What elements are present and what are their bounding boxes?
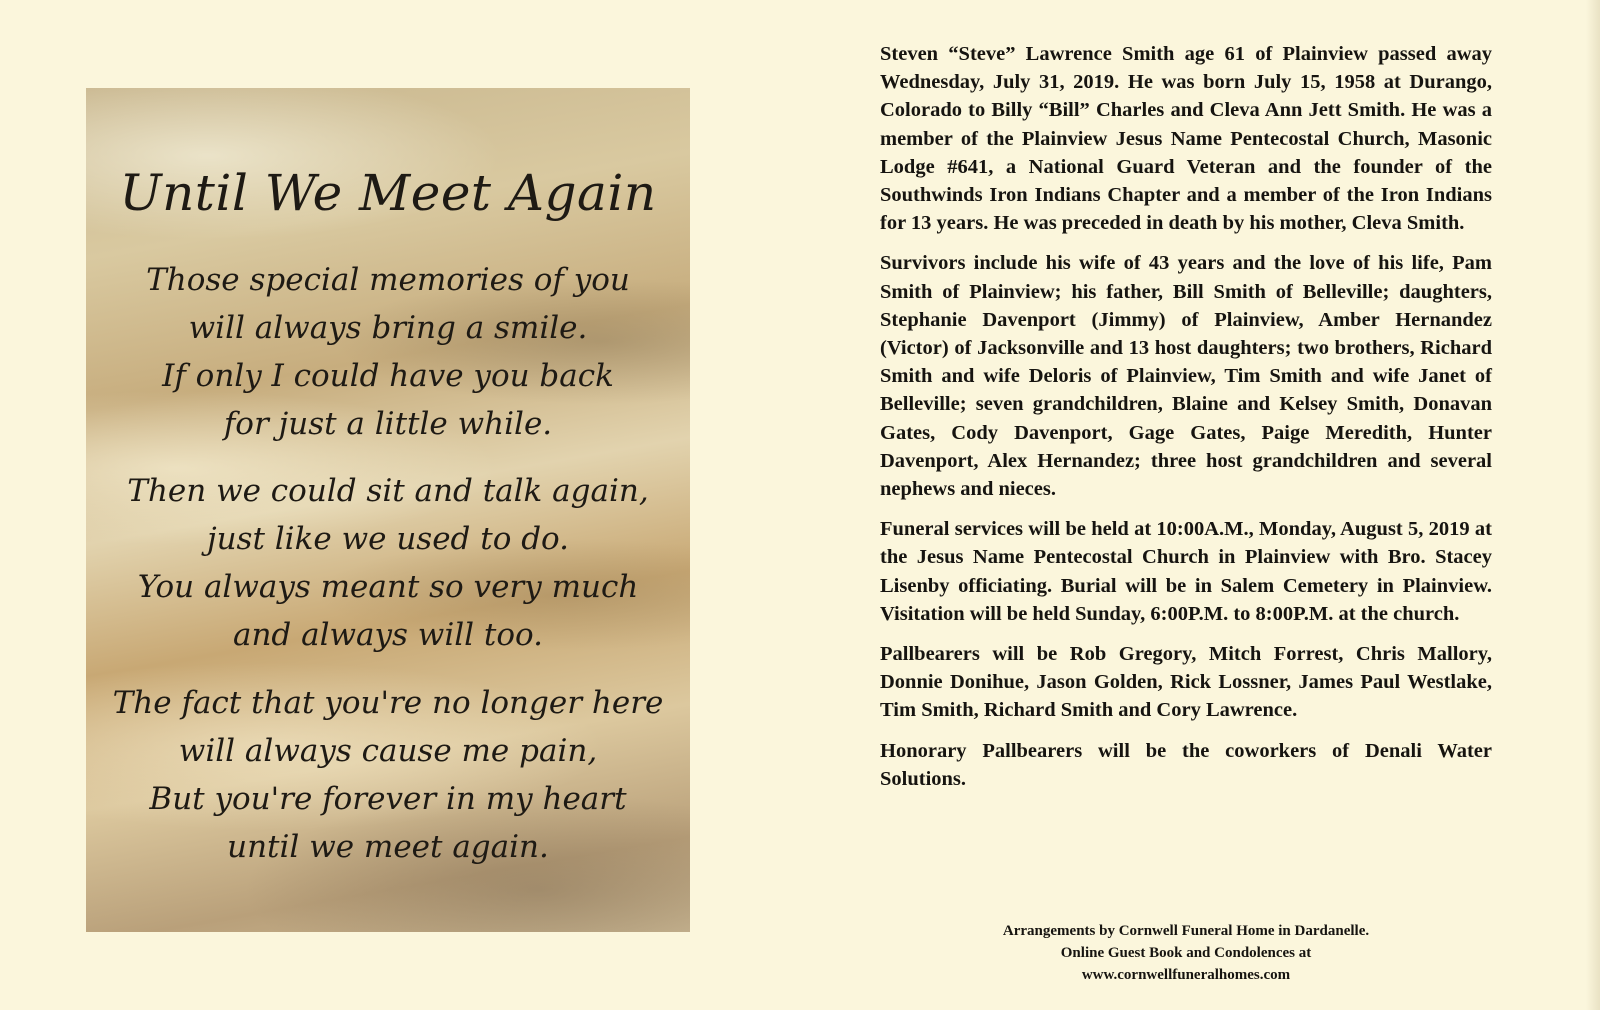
- poem-line: You always meant so very much: [137, 569, 639, 605]
- obituary-paragraph-survivors: Survivors include his wife of 43 years and the love of his life, Pam Smith of Plainview; his father, Bill Smith of Belleville; daughters, Stephanie Davenport (Jimmy) of Plainview, Amber Hernandez (Victor) of Jacksonville and 13 host daughters; two brothers, Richard Smith and wife Deloris of Plainview, Tim Smith and wife Janet of Belleville; seven grandchildren, Blaine and Kelsey Smith, Donavan Gates, Cody Davenport, Gage Gates, Paige Meredith, Hunter Davenport, Alex Hernandez; three host grandchildren and several nephews and nieces.: [880, 252, 1492, 501]
- poem-title: Until We Meet Again: [119, 164, 657, 222]
- poem-line: Those special memories of you: [146, 262, 630, 298]
- footer-line: Online Guest Book and Condolences at: [1060, 945, 1312, 961]
- poem-line: just like we used to do.: [206, 521, 570, 557]
- obituary-paragraph-services: Funeral services will be held at 10:00A.M., Monday, August 5, 2019 at the Jesus Name Pentecostal Church in Plainview with Bro. Stacey Lisenby officiating. Burial will be in Salem Cemetery in Plainview. Visitation will be held Sunday, 6:00P.M. to 8:00P.M. at the church.: [880, 518, 1492, 625]
- poem-line: The fact that you're no longer here: [112, 685, 664, 721]
- footer-website: www.cornwellfuneralhomes.com: [1081, 967, 1291, 983]
- poem-stanza-3: [86, 679, 690, 871]
- obituary-text: [880, 40, 1492, 805]
- poem-card: [86, 88, 690, 932]
- poem-line: But you're forever in my heart: [149, 781, 627, 817]
- poem-line: and always will too.: [232, 617, 544, 653]
- obituary-paragraph-honorary-pallbearers: Honorary Pallbearers will be the coworkers of Denali Water Solutions.: [880, 739, 1492, 790]
- poem-stanza-2: [86, 467, 690, 659]
- footer-line: Arrangements by Cornwell Funeral Home in Dardanelle.: [1002, 923, 1370, 939]
- obituary-paragraph-biography: Steven “Steve” Lawrence Smith age 61 of Plainview passed away Wednesday, July 31, 2019. He was born July 15, 1958 at Durango, Colorado to Billy “Bill” Charles and Cleva Ann Jett Smith. He was a member of the Plainview Jesus Name Pentecostal Church, Masonic Lodge #641, a National Guard Veteran and the founder of the Southwinds Iron Indians Chapter and a member of the Iron Indians for 13 years. He was preceded in death by his mother, Cleva Smith.: [880, 43, 1492, 235]
- arrangements-footer: [880, 920, 1492, 986]
- poem-line: for just a little while.: [223, 406, 553, 442]
- poem-line: Then we could sit and talk again,: [127, 473, 649, 509]
- poem-line: until we meet again.: [227, 829, 549, 865]
- poem-stanza-1: [86, 256, 690, 448]
- poem-line: If only I could have you back: [162, 358, 614, 394]
- poem-line: will always bring a smile.: [188, 310, 588, 346]
- poem-line: will always cause me pain,: [178, 733, 598, 769]
- obituary-paragraph-pallbearers: Pallbearers will be Rob Gregory, Mitch Forrest, Chris Mallory, Donnie Donihue, Jason Golden, Rick Lossner, James Paul Westlake, Tim Smith, Richard Smith and Cory Lawrence.: [880, 643, 1492, 722]
- page-edge-shadow: [1586, 0, 1600, 1010]
